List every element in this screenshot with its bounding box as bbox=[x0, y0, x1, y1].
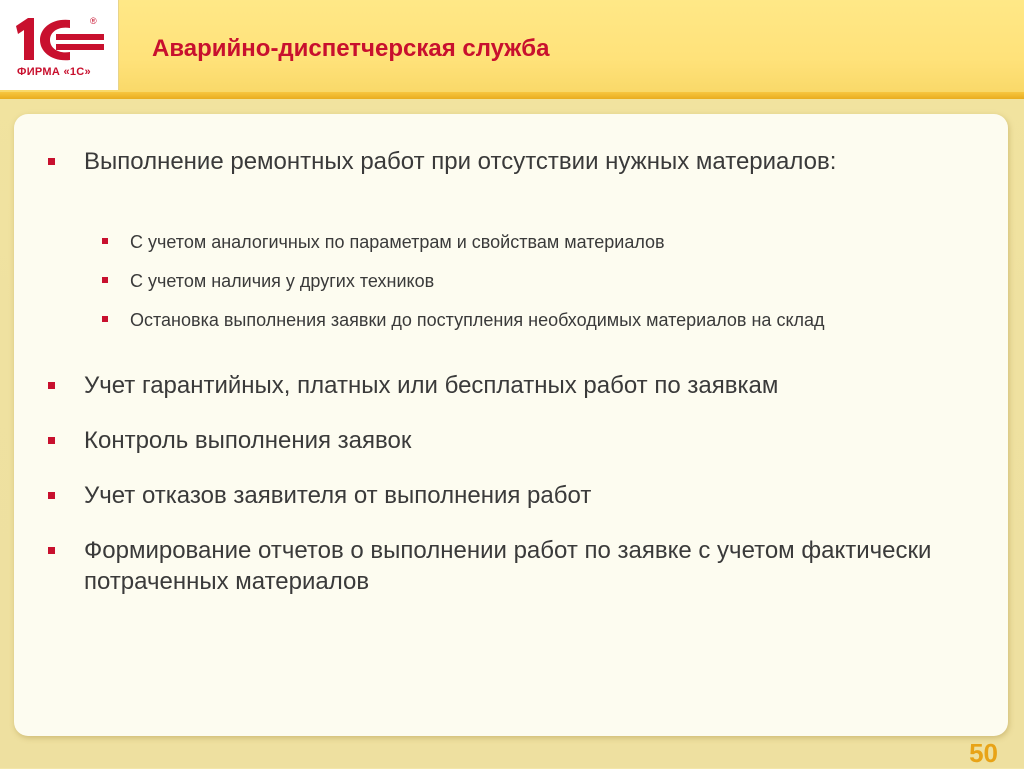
list-item-text: Учет отказов заявителя от выполнения работ bbox=[84, 482, 592, 509]
list-item-text: Учет гарантийных, платных или бесплатных работ по заявкам bbox=[84, 372, 779, 399]
sub-list-item bbox=[130, 308, 980, 332]
list-item bbox=[84, 370, 964, 401]
square-bullet-icon bbox=[102, 277, 108, 283]
square-bullet-icon bbox=[48, 437, 55, 444]
list-item bbox=[84, 425, 964, 456]
list-item bbox=[84, 480, 964, 511]
list-item-text: Формирование отчетов о выполнении работ по заявке с учетом фактически потраченных материалов bbox=[84, 537, 932, 595]
1c-logo-icon bbox=[12, 12, 108, 66]
square-bullet-icon bbox=[48, 547, 55, 554]
sub-list-item-text: С учетом наличия у других техников bbox=[130, 271, 435, 291]
svg-text:®: ® bbox=[90, 16, 97, 26]
square-bullet-icon bbox=[102, 316, 108, 322]
logo-caption: ФИРМА «1С» bbox=[17, 66, 91, 78]
square-bullet-icon bbox=[48, 492, 55, 499]
page-title: Аварийно-диспетчерская служба bbox=[152, 35, 550, 62]
content-panel bbox=[14, 114, 1008, 736]
sub-list-item bbox=[130, 230, 980, 254]
header-divider bbox=[0, 92, 1024, 99]
square-bullet-icon bbox=[48, 158, 55, 165]
list-item-text: Выполнение ремонтных работ при отсутствии нужных материалов: bbox=[84, 148, 837, 175]
list-item bbox=[84, 146, 964, 177]
list-item-text: Контроль выполнения заявок bbox=[84, 427, 412, 454]
sub-list-item-text: Остановка выполнения заявки до поступления необходимых материалов на склад bbox=[130, 310, 825, 330]
company-logo bbox=[0, 0, 119, 90]
list-item bbox=[84, 535, 964, 597]
square-bullet-icon bbox=[48, 382, 55, 389]
sub-list-item-text: С учетом аналогичных по параметрам и свойствам материалов bbox=[130, 232, 665, 252]
sub-list-item bbox=[130, 269, 980, 293]
page-number: 50 bbox=[969, 738, 998, 768]
square-bullet-icon bbox=[102, 238, 108, 244]
